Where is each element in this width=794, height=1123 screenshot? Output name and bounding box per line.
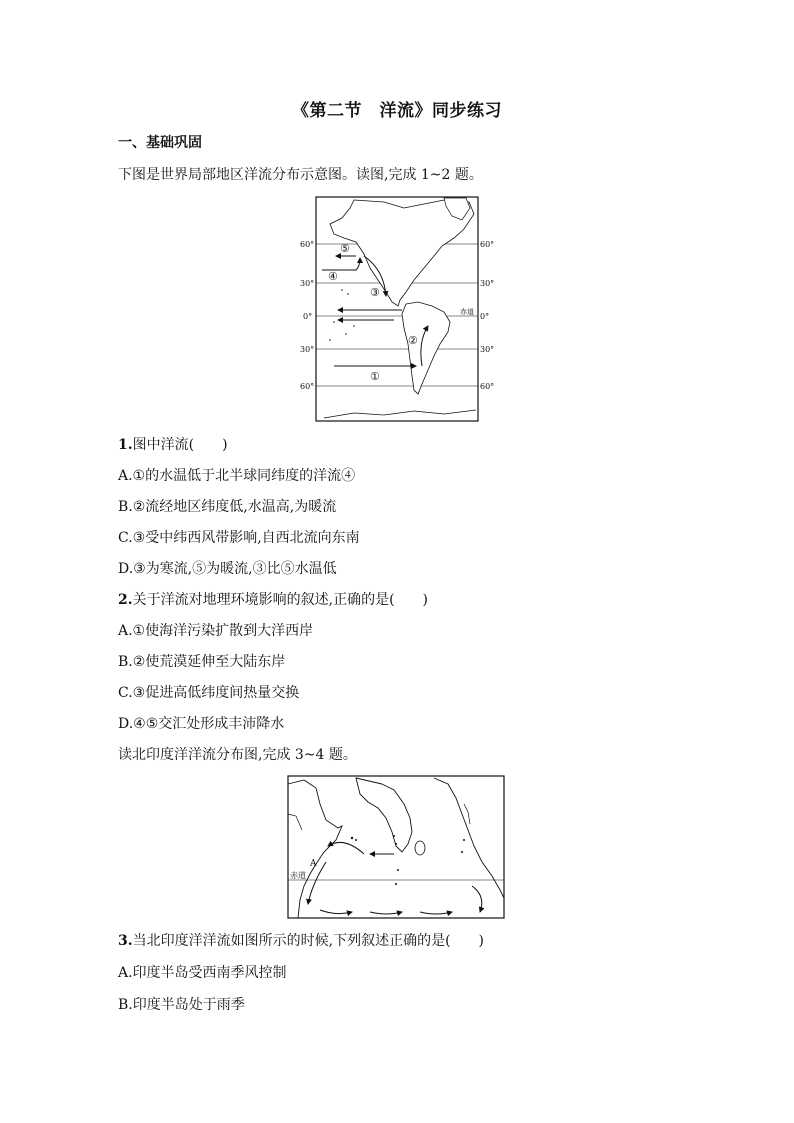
section-heading: 一、基础巩固 [118, 135, 202, 151]
current-label: ⑤ [340, 242, 350, 255]
map-north-indian-ocean [286, 774, 506, 920]
lat-label: 60° [300, 240, 315, 249]
question-number: 1. [118, 437, 133, 453]
map-ocean-currents-americas [294, 194, 506, 426]
equator-label: 赤道 [290, 871, 306, 880]
intro-1: 下图是世界局部地区洋流分布示意图。读图,完成 1~2 题。 [118, 167, 483, 183]
current-label: ② [408, 334, 418, 347]
question-number: 3. [118, 933, 133, 949]
lat-label: 60° [480, 382, 495, 391]
current-label: ③ [370, 286, 380, 299]
q1-option-b: B.②流经地区纬度低,水温高,为暖流 [118, 499, 337, 515]
question-number: 2. [118, 592, 133, 608]
q1-option-d: D.③为寒流,⑤为暖流,③比⑤水温低 [118, 561, 337, 577]
lat-label: 30° [300, 345, 315, 354]
current-label: ① [370, 370, 380, 383]
lat-label: 30° [480, 345, 495, 354]
lat-label: 30° [480, 279, 495, 288]
intro-2: 读北印度洋洋流分布图,完成 3~4 题。 [118, 747, 357, 763]
question-2-stem: 2.关于洋流对地理环境影响的叙述,正确的是( ) [118, 592, 428, 608]
current-label: ④ [328, 270, 338, 283]
q1-option-c: C.③受中纬西风带影响,自西北流向东南 [118, 530, 360, 546]
lat-label: 0° [480, 312, 490, 321]
lat-label: 60° [300, 382, 315, 391]
q2-option-a: A.①使海洋污染扩散到大洋西岸 [118, 623, 314, 639]
q2-option-b: B.②使荒漠延伸至大陆东岸 [118, 654, 286, 670]
page-title: 《第二节 洋流》同步练习 [292, 101, 502, 121]
q3-option-b: B.印度半岛处于雨季 [118, 997, 245, 1013]
lat-label: 0° [303, 312, 313, 321]
question-3-stem: 3.当北印度洋洋流如图所示的时候,下列叙述正确的是( ) [118, 933, 484, 949]
lat-label: 30° [300, 279, 315, 288]
q1-option-a: A.①的水温低于北半球同纬度的洋流④ [118, 468, 356, 484]
q2-option-c: C.③促进高低纬度间热量交换 [118, 685, 300, 701]
q3-option-a: A.印度半岛受西南季风控制 [118, 965, 287, 981]
q2-option-d: D.④⑤交汇处形成丰沛降水 [118, 716, 285, 732]
question-1-stem: 1.图中洋流( ) [118, 437, 228, 453]
point-a-label: A [310, 859, 317, 869]
lat-label: 60° [480, 240, 495, 249]
equator-label: 赤道 [460, 308, 474, 316]
